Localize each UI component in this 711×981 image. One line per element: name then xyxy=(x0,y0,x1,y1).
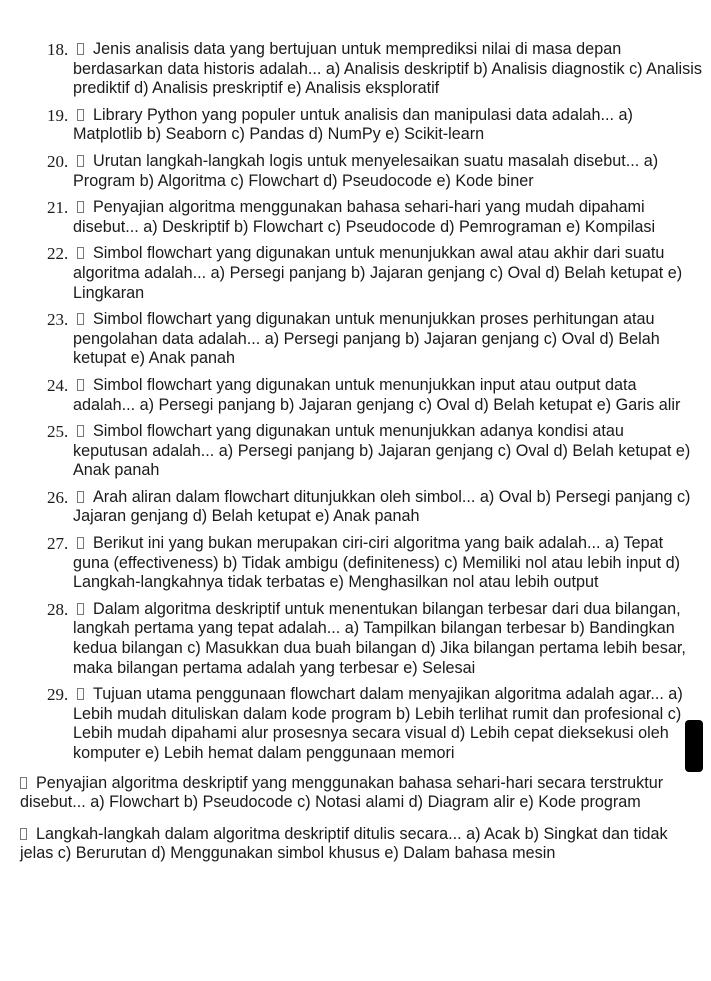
question-number: 19. xyxy=(47,105,69,125)
question-number: 23. xyxy=(47,310,69,330)
question-text: Penyajian algoritma menggunakan bahasa sehari-hari yang mudah dipahami disebut... a) Deskriptif b) Flowchart c) Pseudocode d) Pemrograman e) Kompilasi xyxy=(73,198,656,236)
question-text: Arah aliran dalam flowchart ditunjukkan oleh simbol... a) Oval b) Persegi panjang c) Jajaran genjang d) Belah ketupat e) Anak panah xyxy=(73,487,691,526)
paragraph-text: Penyajian algoritma deskriptif yang menggunakan bahasa sehari-hari secara terstruktur disebut... a) Flowchart b) Pseudocode c) Notasi alami d) Diagram alir e) Kode program xyxy=(20,773,664,812)
question-number: 24. xyxy=(47,375,69,395)
question-22 xyxy=(0,244,711,303)
question-26 xyxy=(0,488,711,527)
missing-glyph-icon xyxy=(77,43,84,55)
question-18 xyxy=(0,40,711,99)
missing-glyph-icon xyxy=(77,155,84,167)
question-text: Simbol flowchart yang digunakan untuk menunjukkan awal atau akhir dari suatu algoritma adalah... a) Persegi panjang b) Jajaran genjang c) Oval d) Belah ketupat e) Lingkaran xyxy=(73,244,683,302)
question-text: Simbol flowchart yang digunakan untuk menunjukkan input atau output data adalah... a) Persegi panjang b) Jajaran genjang c) Oval d) Belah ketupat e) Garis alir xyxy=(73,375,681,414)
question-27 xyxy=(0,534,711,593)
missing-glyph-icon xyxy=(20,828,27,840)
question-21 xyxy=(0,198,711,237)
paragraph-question-1 xyxy=(0,774,711,813)
missing-glyph-icon xyxy=(77,201,84,213)
question-number: 18. xyxy=(47,40,69,59)
question-25 xyxy=(0,422,711,481)
question-number: 20. xyxy=(47,151,69,171)
missing-glyph-icon xyxy=(77,247,84,259)
question-number: 27. xyxy=(47,534,69,554)
question-number: 29. xyxy=(47,685,69,705)
paragraph-text: Langkah-langkah dalam algoritma deskriptif ditulis secara... a) Acak b) Singkat dan tidak jelas c) Berurutan d) Menggunakan simbol khusus e) Dalam bahasa mesin xyxy=(20,824,668,863)
missing-glyph-icon xyxy=(77,688,84,700)
question-19 xyxy=(0,106,711,145)
question-text: Urutan langkah-langkah logis untuk menyelesaikan suatu masalah disebut... a) Program b) Algoritma c) Flowchart d) Pseudocode e) Kode biner xyxy=(73,151,659,190)
question-28 xyxy=(0,600,711,678)
missing-glyph-icon xyxy=(77,537,84,549)
question-text: Tujuan utama penggunaan flowchart dalam menyajikan algoritma adalah agar... a) Lebih mudah dituliskan dalam kode program b) Lebih terlihat rumit dan profesional c) Lebih mudah dipahami alur prosesnya secara visual d) Lebih cepat dieksekusi oleh komputer e) Lebih hemat dalam penggunaan memori xyxy=(73,685,683,762)
question-23 xyxy=(0,310,711,369)
question-text: Library Python yang populer untuk analisis dan manipulasi data adalah... a) Matplotlib b) Seaborn c) Pandas d) NumPy e) Scikit-learn xyxy=(73,105,633,144)
missing-glyph-icon xyxy=(77,425,84,437)
missing-glyph-icon xyxy=(77,109,84,121)
missing-glyph-icon xyxy=(77,603,84,615)
document-page xyxy=(0,40,711,876)
question-number: 21. xyxy=(47,198,69,218)
question-text: Berikut ini yang bukan merupakan ciri-ciri algoritma yang baik adalah... a) Tepat guna (effectiveness) b) Tidak ambigu (definiteness) c) Memiliki nol atau lebih input d) Langkah-langkahnya tidak terbatas e) Menghasilkan nol atau lebih output xyxy=(73,534,681,592)
question-text: Simbol flowchart yang digunakan untuk menunjukkan proses perhitungan atau pengolahan data adalah... a) Persegi panjang b) Jajaran genjang c) Oval d) Belah ketupat e) Anak panah xyxy=(73,310,660,368)
question-text: Dalam algoritma deskriptif untuk menentukan bilangan terbesar dari dua bilangan, langkah pertama yang tepat adalah... a) Tampilkan bilangan terbesar b) Bandingkan kedua bilangan c) Masukkan dua buah bilangan d) Jika bilangan pertama lebih besar, maka bilangan pertama adalah yang terbesar e) Selesai xyxy=(73,599,686,677)
question-number: 25. xyxy=(47,422,69,442)
missing-glyph-icon xyxy=(20,777,27,789)
question-29 xyxy=(0,685,711,763)
question-text: Jenis analisis data yang bertujuan untuk memprediksi nilai di masa depan berdasarkan data historis adalah... a) Analisis deskriptif b) Analisis diagnostik c) Analisis prediktif d) Analisis preskriptif e) Analisis eksploratif xyxy=(73,40,702,98)
paragraph-question-2 xyxy=(0,825,711,864)
scrollbar-thumb[interactable] xyxy=(685,720,703,772)
question-number: 28. xyxy=(47,599,69,619)
missing-glyph-icon xyxy=(77,313,84,325)
question-text: Simbol flowchart yang digunakan untuk menunjukkan adanya kondisi atau keputusan adalah... a) Persegi panjang b) Jajaran genjang c) Oval d) Belah ketupat e) Anak panah xyxy=(73,422,691,480)
missing-glyph-icon xyxy=(77,379,84,391)
question-20 xyxy=(0,152,711,191)
missing-glyph-icon xyxy=(77,491,84,503)
question-number: 22. xyxy=(47,244,69,264)
question-number: 26. xyxy=(47,487,69,507)
question-24 xyxy=(0,376,711,415)
